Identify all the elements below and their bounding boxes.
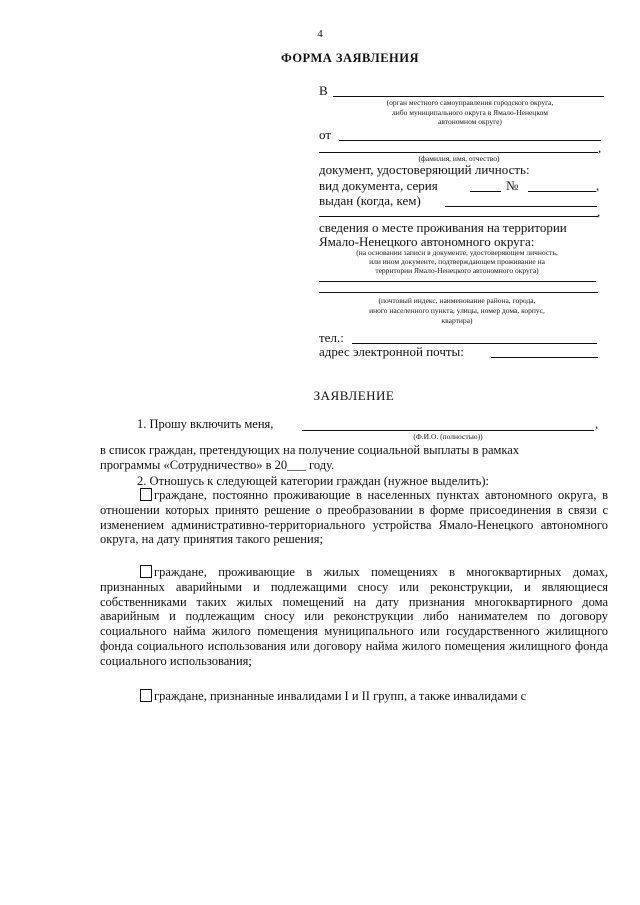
email-label: адрес электронной почты:	[319, 344, 464, 359]
doc-number-field[interactable]	[528, 191, 596, 192]
category-2-checkbox[interactable]	[140, 565, 152, 578]
phone-label: тел.:	[319, 330, 344, 345]
residence-caption-3: территории Ямало-Ненецкого автономного округа)	[375, 266, 539, 275]
category-3[interactable]	[100, 689, 608, 704]
doc-series-field[interactable]	[470, 191, 501, 192]
authority-caption-1: (орган местного самоуправления городского округа,	[386, 98, 554, 107]
statement-heading: ЗАЯВЛЕНИЕ	[313, 388, 395, 403]
item1-line3: программы «Сотрудничество» в 20___ году.	[100, 458, 335, 472]
residence-field-2[interactable]	[319, 292, 598, 293]
residence-line-1: сведения о месте проживания на территории	[319, 220, 567, 235]
issued-label: выдан (когда, кем)	[319, 193, 421, 208]
address-caption-2: иного населенного пункта, улицы, номер дома, корпус,	[369, 306, 545, 315]
name-comma: ,	[598, 140, 602, 155]
residence-field-1[interactable]	[319, 281, 596, 282]
name-caption: (фамилия, имя, отчество)	[418, 154, 500, 163]
address-caption-1: (почтовый индекс, наименование района, города,	[378, 296, 536, 305]
doc-type-label: вид документа, серия	[319, 178, 438, 193]
to-label: В	[319, 83, 328, 98]
authority-caption-2: либо муниципального округа в Ямало-Ненецком	[392, 108, 548, 117]
name-field[interactable]	[319, 152, 598, 153]
item1-line2: в список граждан, претендующих на получение социальной выплаты в рамках	[100, 443, 520, 457]
page-number: 4	[317, 28, 323, 40]
address-caption-3: квартира)	[441, 316, 473, 325]
category-1[interactable]	[100, 488, 608, 547]
residence-caption-2: или ином документе, подтверждающем проживание на	[369, 257, 545, 266]
item1-prefix: 1. Прошу включить меня,	[137, 417, 274, 431]
item1-comma: ,	[595, 417, 599, 431]
category-2-text: граждане, проживающие в жилых помещениях в многоквартирных домах, признанных аварийными и подлежащими сносу или реконструкции, и являющиеся собственниками таких жилых помещений на дату признания многоквартирного дома аварийным и подлежащим сносу или реконструкции либо нанимателем по договору социального найма жилого помещения муниципального или государственного жилищного фонда социального использования или договору найма жилого помещения жилищного фонда социального использования;	[100, 565, 608, 668]
category-3-checkbox[interactable]	[140, 689, 152, 702]
issued-comma: ,	[597, 204, 601, 219]
residence-caption-1: (на основании записи в документе, удостоверяющем личность,	[356, 248, 558, 257]
item2-intro: 2. Отношусь к следующей категории граждан (нужное выделить):	[137, 474, 489, 488]
email-field[interactable]	[491, 357, 598, 358]
from-label: от	[319, 127, 332, 142]
category-1-text: граждане, постоянно проживающие в населенных пунктах автономного округа, в отношении которых принято решение о преобразовании в форме присоединения в связи с изменением административно-территориального устройства Ямало-Ненецкого автономного округа, на дату принятия такого решения;	[100, 488, 608, 547]
doc-comma: ,	[596, 178, 600, 193]
category-3-text: граждане, признанные инвалидами I и II групп, а также инвалидами с	[154, 689, 527, 703]
fio-field[interactable]	[302, 430, 594, 431]
residence-line-2: Ямало-Ненецкого автономного округа:	[319, 234, 535, 249]
from-field[interactable]	[339, 140, 601, 141]
category-1-checkbox[interactable]	[140, 488, 152, 501]
id-document-label: документ, удостоверяющий личность:	[319, 162, 530, 177]
issued-field-2[interactable]	[319, 216, 598, 217]
authority-field[interactable]	[333, 96, 604, 97]
number-sign: №	[506, 178, 519, 193]
issued-field[interactable]	[445, 206, 597, 207]
authority-caption-3: автономном округе)	[438, 117, 502, 126]
category-2[interactable]	[100, 565, 608, 669]
fio-caption: (Ф.И.О. (полностью))	[413, 432, 483, 441]
form-title: ФОРМА ЗАЯВЛЕНИЯ	[280, 51, 420, 65]
